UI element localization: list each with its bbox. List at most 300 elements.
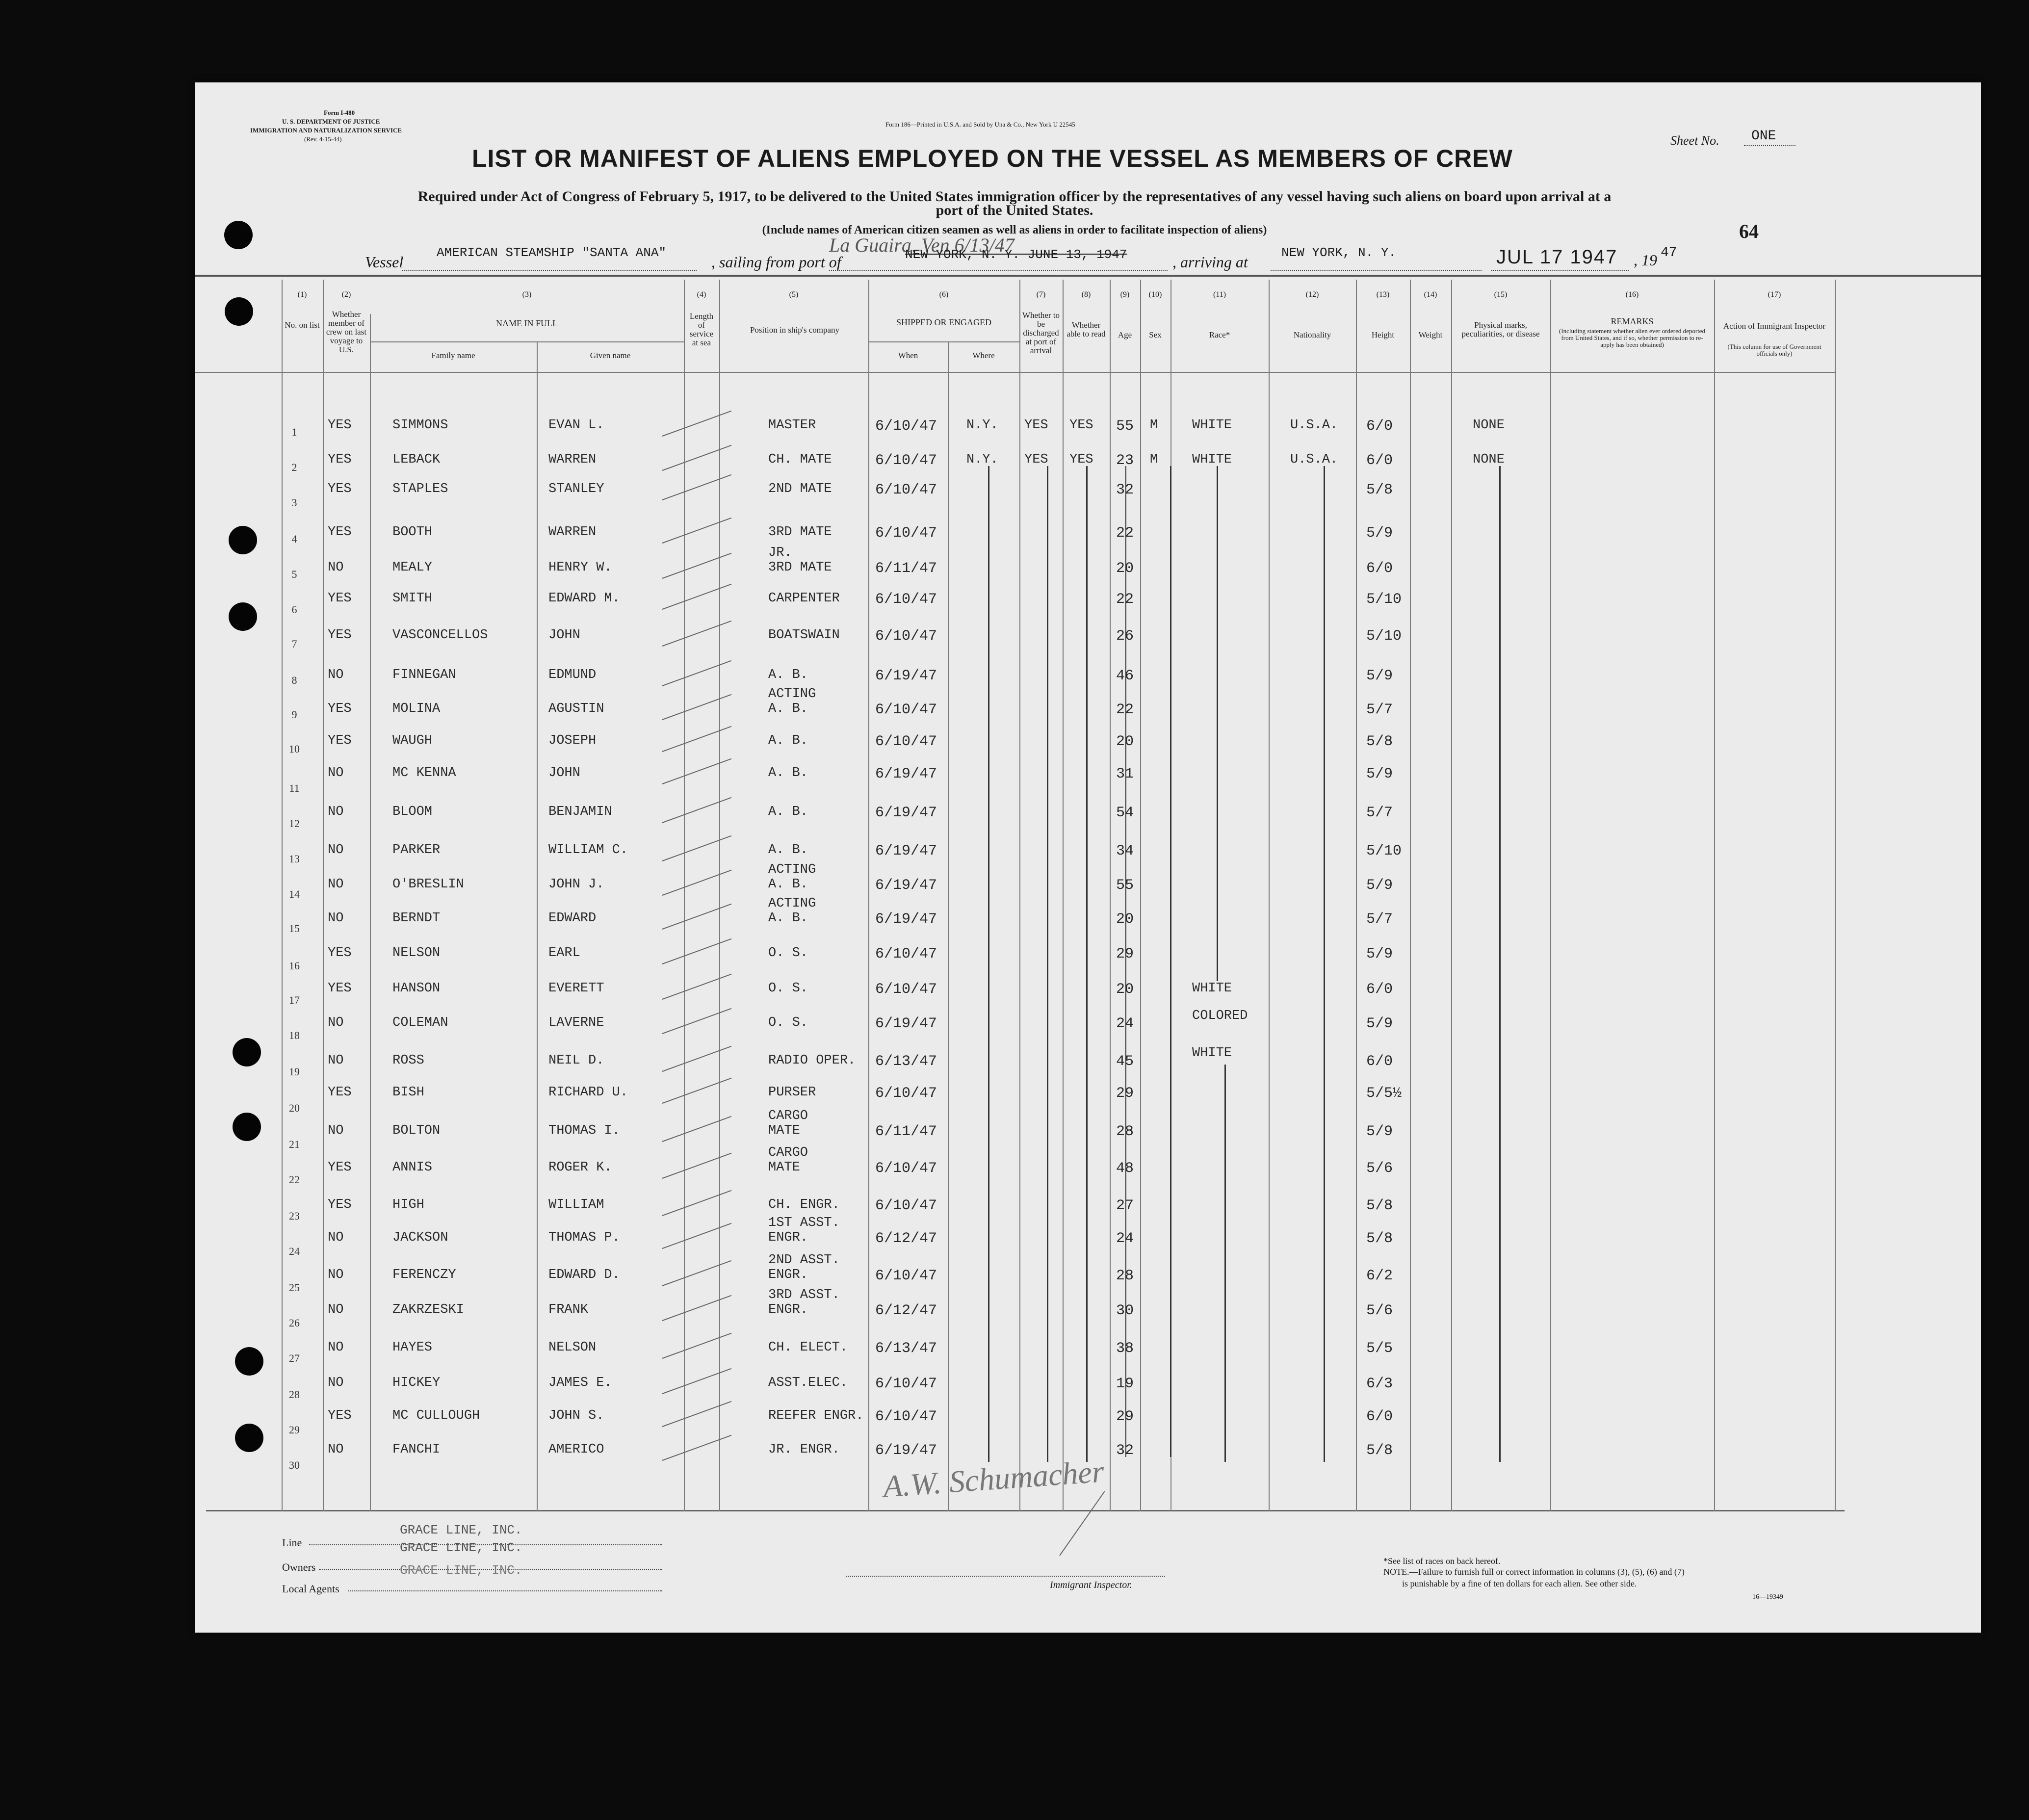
subtitle-1: Required under Act of Congress of February 5, 1917, to be delivered to the United States immigration officer by the representatives of any vessel having such aliens on board upon arrival at a	[417, 188, 1612, 205]
col-5-num: (5)	[789, 290, 799, 299]
shipped-when: 6/11/47	[875, 560, 937, 577]
given-name: STANLEY	[548, 482, 604, 496]
crew-prev-voyage: NO	[328, 805, 344, 819]
col-7-header: Whether to be discharged at port of arrival	[1022, 311, 1060, 355]
height: 6/0	[1366, 981, 1393, 998]
given-name: EDWARD	[548, 911, 597, 926]
age: 26	[1116, 628, 1134, 645]
position: O. S.	[768, 981, 808, 996]
sheet-label: Sheet No.	[1670, 133, 1719, 148]
given-name: NELSON	[548, 1340, 597, 1355]
col-1-num: (1)	[297, 290, 307, 299]
read-flag: YES	[1069, 418, 1093, 433]
position-prefix: 2ND ASST.	[768, 1253, 840, 1268]
row-number: 28	[289, 1388, 300, 1401]
shipped-when: 6/10/47	[875, 702, 937, 718]
height: 5/9	[1366, 1123, 1393, 1140]
col-9-header: Age	[1118, 330, 1132, 339]
row-number: 8	[291, 674, 297, 686]
position-prefix: ACTING	[768, 896, 816, 911]
crew-prev-voyage: NO	[328, 1340, 344, 1355]
binder-hole	[225, 297, 253, 326]
given-name: JOHN S.	[548, 1408, 604, 1423]
position: BOATSWAIN	[768, 628, 840, 643]
age: 29	[1116, 1408, 1134, 1425]
family-name: HIGH	[392, 1197, 424, 1212]
height: 6/2	[1366, 1268, 1393, 1284]
age: 27	[1116, 1197, 1134, 1214]
family-name: MEALY	[392, 560, 433, 575]
age: 19	[1116, 1376, 1134, 1392]
col-16-header: REMARKS	[1611, 316, 1654, 326]
arriving-label: , arriving at	[1172, 253, 1248, 271]
row-number: 30	[289, 1459, 300, 1471]
year-suffix: 47	[1661, 245, 1677, 260]
crew-prev-voyage: YES	[328, 981, 352, 996]
when-header: When	[898, 351, 918, 360]
binder-hole	[235, 1424, 263, 1452]
col-17-header: Action of Immigrant Inspector	[1723, 321, 1826, 331]
crew-prev-voyage: NO	[328, 911, 344, 926]
col-11-num: (11)	[1213, 290, 1226, 299]
crew-prev-voyage: YES	[328, 418, 352, 433]
family-name: ROSS	[392, 1053, 424, 1068]
col-13-header: Height	[1371, 330, 1395, 339]
row-number: 4	[291, 533, 297, 545]
height: 5/9	[1366, 1015, 1393, 1032]
crew-prev-voyage: YES	[328, 946, 352, 961]
position-prefix: 1ST ASST.	[768, 1216, 840, 1230]
age: 31	[1116, 766, 1134, 782]
crew-prev-voyage: NO	[328, 1268, 344, 1282]
crew-prev-voyage: NO	[328, 843, 344, 858]
given-name: BENJAMIN	[548, 805, 612, 819]
position: A. B.	[768, 805, 808, 819]
col-16-num: (16)	[1625, 290, 1639, 299]
col-17-note: (This column for use of Government officials only)	[1727, 343, 1821, 357]
age: 30	[1116, 1302, 1134, 1319]
race: COLORED	[1192, 1009, 1248, 1023]
position: MATE	[768, 1160, 800, 1175]
row-number: 17	[289, 994, 300, 1006]
family-name: BERNDT	[392, 911, 441, 926]
given-name: THOMAS I.	[548, 1123, 620, 1138]
height: 5/5	[1366, 1340, 1393, 1357]
height: 5/9	[1366, 525, 1393, 542]
family-name: HAYES	[392, 1340, 433, 1355]
age: 34	[1116, 843, 1134, 859]
race: WHITE	[1192, 452, 1232, 467]
sailing-port: NEW YORK, N. Y. JUNE 13, 1947	[905, 247, 1127, 262]
col-6-num: (6)	[939, 290, 949, 299]
arrival-date-stamp: JUL 17 1947	[1496, 246, 1618, 268]
department: U. S. DEPARTMENT OF JUSTICE	[282, 118, 380, 125]
revision: (Rev. 4-15-44)	[304, 135, 342, 143]
age: 28	[1116, 1268, 1134, 1284]
row-number: 24	[289, 1245, 300, 1257]
row-number: 15	[289, 922, 300, 935]
shipped-when: 6/19/47	[875, 805, 937, 821]
given-name: WARREN	[548, 525, 597, 540]
row-number: 21	[289, 1138, 300, 1150]
where-header: Where	[972, 351, 995, 360]
family-name: STAPLES	[392, 482, 448, 496]
row-number: 27	[289, 1352, 300, 1364]
crew-prev-voyage: YES	[328, 1160, 352, 1175]
shipped-when: 6/19/47	[875, 843, 937, 859]
shipped-when: 6/10/47	[875, 946, 937, 962]
shipped-when: 6/10/47	[875, 1197, 937, 1214]
position: A. B.	[768, 733, 808, 748]
given-name: JOHN	[548, 766, 580, 780]
given-name: THOMAS P.	[548, 1230, 620, 1245]
crew-prev-voyage: NO	[328, 1123, 344, 1138]
col-6-header: SHIPPED OR ENGAGED	[896, 317, 991, 327]
given-name: WARREN	[548, 452, 597, 467]
position-prefix: JR.	[768, 546, 792, 560]
shipped-when: 6/13/47	[875, 1053, 937, 1070]
col-4-header: Length of service at sea	[689, 312, 714, 347]
shipped-when: 6/19/47	[875, 911, 937, 928]
age: 45	[1116, 1053, 1134, 1070]
row-number: 25	[289, 1281, 300, 1294]
shipped-when: 6/10/47	[875, 981, 937, 998]
age: 20	[1116, 560, 1134, 577]
age: 20	[1116, 911, 1134, 928]
crew-prev-voyage: YES	[328, 591, 352, 606]
height: 5/8	[1366, 1442, 1393, 1459]
height: 5/6	[1366, 1160, 1393, 1177]
position: 3RD MATE	[768, 525, 832, 540]
age: 24	[1116, 1015, 1134, 1032]
age: 29	[1116, 1085, 1134, 1102]
crew-prev-voyage: NO	[328, 1053, 344, 1068]
col-10-header: Sex	[1149, 330, 1162, 339]
position-prefix: ACTING	[768, 687, 816, 702]
family-name: BOOTH	[392, 525, 433, 540]
col-15-header: Physical marks, peculiarities, or disease	[1461, 320, 1540, 338]
race: WHITE	[1192, 418, 1232, 433]
position: 3RD MATE	[768, 560, 832, 575]
penalty-note-1: NOTE.—Failure to furnish full or correct information in columns (3), (5), (6) and (7)	[1383, 1567, 1685, 1577]
agents-value: GRACE LINE, INC.	[400, 1563, 522, 1578]
height: 5/10	[1366, 843, 1402, 859]
given-name: RICHARD U.	[548, 1085, 628, 1100]
shipped-when: 6/19/47	[875, 766, 937, 782]
given-name: EVAN L.	[548, 418, 604, 433]
given-name: FRANK	[548, 1302, 589, 1317]
nationality: U.S.A.	[1290, 418, 1338, 433]
row-number: 22	[289, 1173, 300, 1186]
row-number: 10	[289, 743, 300, 755]
row-number: 16	[289, 960, 300, 972]
age: 38	[1116, 1340, 1134, 1357]
manifest-title: LIST OR MANIFEST OF ALIENS EMPLOYED ON THE VESSEL AS MEMBERS OF CREW	[472, 145, 1513, 172]
row-number: 1	[291, 426, 297, 438]
row-number: 6	[291, 603, 297, 616]
height: 5/8	[1366, 733, 1393, 750]
owners-label: Owners	[282, 1561, 316, 1573]
col-1-header: No. on list	[285, 320, 320, 330]
row-number: 3	[291, 496, 297, 509]
given-name: ROGER K.	[548, 1160, 612, 1175]
shipped-where: N.Y.	[966, 452, 998, 467]
position: CH. ELECT.	[768, 1340, 848, 1355]
row-number: 2	[291, 461, 297, 473]
crew-prev-voyage: YES	[328, 628, 352, 643]
printer-line: Form 186—Printed in U.S.A. and Sold by Una & Co., New York U 22545	[885, 121, 1075, 128]
sex: M	[1150, 418, 1158, 433]
col-8-header: Whether able to read	[1067, 320, 1106, 338]
height: 6/0	[1366, 1408, 1393, 1425]
position: A. B.	[768, 911, 808, 926]
height: 5/8	[1366, 482, 1393, 498]
crew-prev-voyage: NO	[328, 766, 344, 780]
family-name: ZAKRZESKI	[392, 1302, 464, 1317]
family-name: WAUGH	[392, 733, 433, 748]
position: O. S.	[768, 946, 808, 961]
position-prefix: CARGO	[768, 1109, 808, 1123]
family-name: ANNIS	[392, 1160, 433, 1175]
crew-prev-voyage: YES	[328, 1408, 352, 1423]
agents-label: Local Agents	[282, 1583, 339, 1595]
col-4-num: (4)	[697, 290, 706, 299]
height: 5/5½	[1366, 1085, 1402, 1102]
position: ENGR.	[768, 1302, 808, 1317]
form-number: Form I-480	[324, 109, 355, 116]
height: 6/0	[1366, 560, 1393, 577]
age: 54	[1116, 805, 1134, 821]
col-8-num: (8)	[1081, 290, 1091, 299]
col-14-num: (14)	[1424, 290, 1437, 299]
family-name: FINNEGAN	[392, 668, 456, 682]
given-name: JAMES E.	[548, 1376, 612, 1390]
family-name: VASCONCELLOS	[392, 628, 488, 643]
sex: M	[1150, 452, 1158, 467]
family-name: O'BRESLIN	[392, 877, 464, 892]
physical-marks: NONE	[1473, 452, 1505, 467]
age: 22	[1116, 525, 1134, 542]
shipped-when: 6/11/47	[875, 1123, 937, 1140]
crew-prev-voyage: NO	[328, 1015, 344, 1030]
shipped-when: 6/19/47	[875, 1015, 937, 1032]
position: A. B.	[768, 843, 808, 858]
col-2-header: Whether member of crew on last voyage to U.S.	[326, 310, 367, 354]
row-number: 11	[289, 782, 300, 794]
family-name: LEBACK	[392, 452, 441, 467]
age: 22	[1116, 702, 1134, 718]
row-number: 19	[289, 1066, 300, 1078]
crew-prev-voyage: NO	[328, 1230, 344, 1245]
position: ASST.ELEC.	[768, 1376, 848, 1390]
family-name: SIMMONS	[392, 418, 448, 433]
given-name: EDMUND	[548, 668, 597, 682]
given-name: AGUSTIN	[548, 702, 604, 716]
vessel-name: AMERICAN STEAMSHIP "SANTA ANA"	[437, 245, 667, 260]
row-number: 26	[289, 1317, 300, 1329]
col-12-header: Nationality	[1293, 330, 1331, 339]
family-name: HANSON	[392, 981, 441, 996]
position-prefix: CARGO	[768, 1145, 808, 1160]
physical-marks: NONE	[1473, 418, 1505, 433]
position: REEFER ENGR.	[768, 1408, 864, 1423]
shipped-when: 6/19/47	[875, 877, 937, 894]
family-name: FANCHI	[392, 1442, 441, 1457]
height: 5/9	[1366, 766, 1393, 782]
penalty-note-2: is punishable by a fine of ten dollars for each alien. See other side.	[1402, 1579, 1637, 1588]
family-name: MOLINA	[392, 702, 441, 716]
given-name: WILLIAM	[548, 1197, 604, 1212]
binder-hole	[224, 221, 253, 249]
age: 55	[1116, 877, 1134, 894]
shipped-when: 6/13/47	[875, 1340, 937, 1357]
height: 5/6	[1366, 1302, 1393, 1319]
position: ENGR.	[768, 1268, 808, 1282]
row-number: 5	[291, 568, 297, 580]
family-name: BOLTON	[392, 1123, 441, 1138]
age: 55	[1116, 418, 1134, 435]
subtitle-3: (Include names of American citizen seamen as well as aliens in order to facilitate inspection of aliens)	[762, 224, 1267, 236]
page-mark: 64	[1739, 220, 1759, 242]
crew-prev-voyage: NO	[328, 1302, 344, 1317]
row-number: 18	[289, 1029, 300, 1041]
col-10-num: (10)	[1148, 290, 1162, 299]
given-name: NEIL D.	[548, 1053, 604, 1068]
shipped-when: 6/10/47	[875, 482, 937, 498]
family-name: MC CULLOUGH	[392, 1408, 480, 1423]
col-17-num: (17)	[1768, 290, 1781, 299]
crew-prev-voyage: NO	[328, 1376, 344, 1390]
given-name: JOSEPH	[548, 733, 597, 748]
position: MASTER	[768, 418, 816, 433]
given-name: EVERETT	[548, 981, 604, 996]
crew-prev-voyage: YES	[328, 1085, 352, 1100]
sailing-handwritten: La Guaira, Ven 6/13/47	[829, 234, 1014, 256]
manifest-sheet	[195, 82, 1981, 1633]
given-name: EDWARD D.	[548, 1268, 620, 1282]
shipped-when: 6/10/47	[875, 733, 937, 750]
shipped-when: 6/12/47	[875, 1230, 937, 1247]
col-15-num: (15)	[1494, 290, 1508, 299]
given-name: AMERICO	[548, 1442, 604, 1457]
height: 5/7	[1366, 805, 1393, 821]
sheet-number: ONE	[1751, 129, 1776, 144]
read-flag: YES	[1069, 452, 1093, 467]
year-prefix: , 19	[1634, 251, 1657, 269]
row-number: 7	[291, 638, 297, 650]
position: A. B.	[768, 668, 808, 682]
col-13-num: (13)	[1376, 290, 1390, 299]
row-number: 9	[291, 708, 297, 721]
sailing-label: , sailing from port of	[711, 253, 841, 271]
given-name: EDWARD M.	[548, 591, 620, 606]
family-name: COLEMAN	[392, 1015, 448, 1030]
row-number: 12	[289, 817, 300, 830]
position: CH. ENGR.	[768, 1197, 840, 1212]
shipped-when: 6/10/47	[875, 1376, 937, 1392]
crew-prev-voyage: NO	[328, 560, 344, 575]
col-2-num: (2)	[341, 290, 351, 299]
height: 6/3	[1366, 1376, 1393, 1392]
race: WHITE	[1192, 981, 1232, 996]
height: 5/7	[1366, 911, 1393, 928]
age: 20	[1116, 733, 1134, 750]
height: 6/0	[1366, 452, 1393, 469]
given-name: WILLIAM C.	[548, 843, 628, 858]
position: A. B.	[768, 702, 808, 716]
age: 32	[1116, 1442, 1134, 1459]
binder-hole	[235, 1347, 263, 1376]
col-16-note: (Including statement whether alien ever ordered deported from United States, and if so, whether permission to re-apply has been obtained)	[1559, 327, 1706, 348]
position: PURSER	[768, 1085, 816, 1100]
height: 5/10	[1366, 591, 1402, 608]
col-9-num: (9)	[1120, 290, 1130, 299]
height: 5/7	[1366, 702, 1393, 718]
crew-prev-voyage: NO	[328, 1442, 344, 1457]
position-prefix: 3RD ASST.	[768, 1288, 840, 1302]
row-number: 13	[289, 853, 300, 865]
binder-hole	[229, 602, 257, 631]
height: 5/9	[1366, 946, 1393, 962]
shipped-when: 6/10/47	[875, 1085, 937, 1102]
binder-hole	[233, 1038, 261, 1066]
crew-prev-voyage: YES	[328, 482, 352, 496]
age: 32	[1116, 482, 1134, 498]
shipped-when: 6/10/47	[875, 452, 937, 469]
owners-value: GRACE LINE, INC.	[400, 1540, 522, 1555]
shipped-when: 6/19/47	[875, 668, 937, 684]
form-code: 16—19349	[1752, 1593, 1783, 1601]
position: JR. ENGR.	[768, 1442, 840, 1457]
crew-prev-voyage: NO	[328, 877, 344, 892]
family-name: BLOOM	[392, 805, 433, 819]
height: 6/0	[1366, 418, 1393, 435]
discharge-flag: YES	[1024, 452, 1048, 467]
age: 29	[1116, 946, 1134, 962]
position: 2ND MATE	[768, 482, 832, 496]
shipped-when: 6/10/47	[875, 418, 937, 435]
position: A. B.	[768, 766, 808, 780]
shipped-when: 6/10/47	[875, 525, 937, 542]
position: MATE	[768, 1123, 800, 1138]
age: 23	[1116, 452, 1134, 469]
given-name-header: Given name	[590, 351, 631, 360]
crew-prev-voyage: YES	[328, 452, 352, 467]
row-number: 29	[289, 1424, 300, 1436]
shipped-when: 6/10/47	[875, 1268, 937, 1284]
vessel-label: Vessel	[365, 253, 404, 271]
col-3-num: (3)	[522, 290, 532, 299]
family-name: MC KENNA	[392, 766, 456, 780]
age: 22	[1116, 591, 1134, 608]
crew-prev-voyage: YES	[328, 525, 352, 540]
height: 6/0	[1366, 1053, 1393, 1070]
arriving-port: NEW YORK, N. Y.	[1281, 245, 1397, 260]
family-name-header: Family name	[431, 351, 475, 360]
given-name: HENRY W.	[548, 560, 612, 575]
inspector-label: Immigrant Inspector.	[1050, 1580, 1132, 1590]
family-name: NELSON	[392, 946, 441, 961]
height: 5/9	[1366, 877, 1393, 894]
position: CARPENTER	[768, 591, 840, 606]
nationality: U.S.A.	[1290, 452, 1338, 467]
family-name: FERENCZY	[392, 1268, 456, 1282]
position: A. B.	[768, 877, 808, 892]
binder-hole	[233, 1113, 261, 1141]
height: 5/9	[1366, 668, 1393, 684]
line-label: Line	[282, 1536, 302, 1549]
position: O. S.	[768, 1015, 808, 1030]
